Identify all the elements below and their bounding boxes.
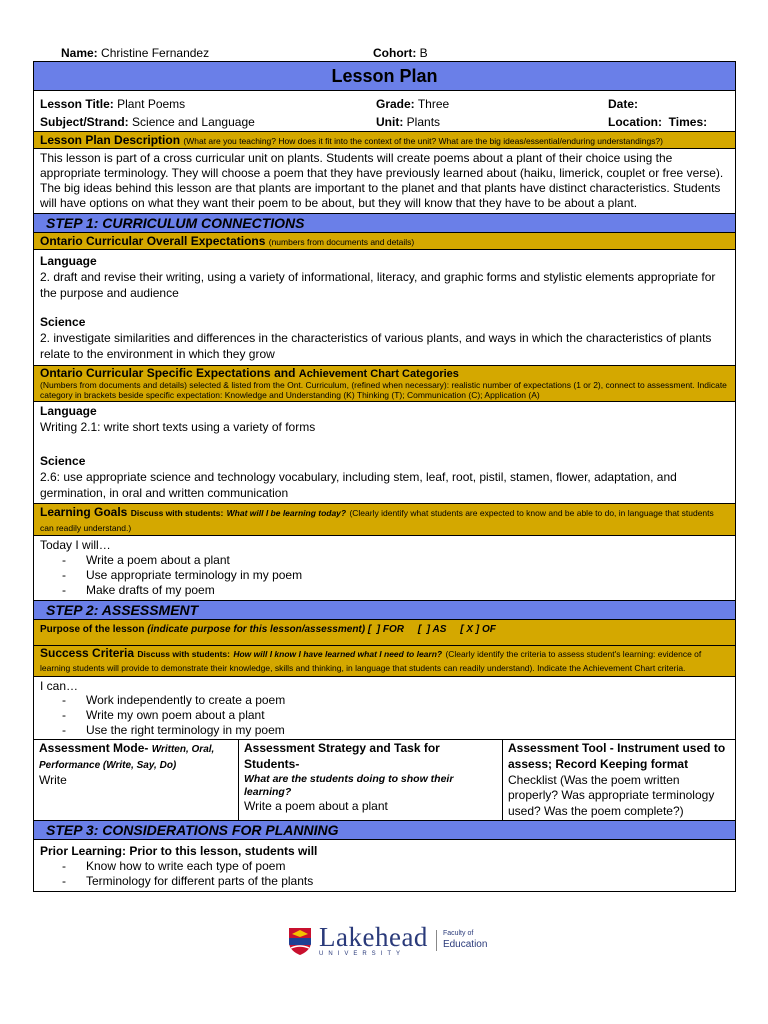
criteria-note-bold: Discuss with students:: [137, 649, 230, 660]
spec-sci-text: 2.6: use appropriate science and technology vocabulary, including stem, leaf, root, pistil, stamen, flower, adaptation, and germination, in oral and written communication: [40, 469, 677, 500]
lesson-title-value: Plant Poems: [117, 97, 186, 111]
tool-heading: Assessment Tool - Instrument used to assess; Record Keeping format: [508, 741, 726, 771]
faculty-line1: Faculty of: [442, 930, 474, 938]
criteria-note: (Clearly identify the criteria to assess student's learning: evidence of learning students will provide to demonstrate their knowledge, skills and thinking, in language that students can readily understand). Indicate the Achievement Chart criteria.: [40, 649, 702, 674]
step3-title: STEP 3: CONSIDERATIONS FOR PLANNING: [34, 820, 735, 840]
subject-label: Subject/Strand:: [40, 115, 129, 129]
unit-label: Unit:: [376, 115, 404, 129]
page-title: Lesson Plan: [34, 62, 735, 90]
prior-content: [34, 840, 735, 891]
criteria-heading: Success Criteria: [40, 646, 135, 661]
description-heading: Lesson Plan Description: [40, 133, 181, 147]
logo-faculty: [436, 930, 487, 950]
purpose-label: Purpose of the lesson: [40, 624, 145, 636]
step1-title: STEP 1: CURRICULUM CONNECTIONS: [34, 213, 735, 233]
overall-note: (numbers from documents and details): [268, 237, 415, 247]
specific-band: [34, 365, 735, 402]
logo-name: Lakehead: [319, 922, 428, 952]
criteria-intro: I can…: [40, 678, 79, 693]
logo-sub: UNIVERSITY: [319, 951, 406, 957]
grade-value: Three: [417, 97, 450, 111]
specific-heading2: Achievement Chart Categories: [298, 367, 459, 380]
assessment-grid: [34, 739, 735, 820]
unit-value: Plants: [406, 115, 441, 129]
mode-value: Write: [39, 772, 67, 787]
assessment-mode-cell: [34, 740, 238, 820]
criteria-band: [34, 646, 735, 677]
list-item: - Write my own poem about a plant: [62, 708, 729, 723]
assessment-strategy-cell: [238, 740, 502, 820]
header-line: [33, 44, 736, 61]
list-item: - Use appropriate terminology in my poem: [62, 568, 729, 583]
purpose-band: [34, 620, 735, 646]
criteria-note-italic: How will I know I have learned what I need to learn?: [233, 649, 443, 660]
name-value: Christine Fernandez: [101, 45, 210, 60]
list-item: - Make drafts of my poem: [62, 583, 729, 598]
lesson-title-label: Lesson Title:: [40, 97, 114, 111]
purpose-note: (indicate purpose for this lesson/assessment): [147, 624, 366, 636]
date-label: Date:: [608, 97, 639, 111]
specific-note: (Numbers from documents and details) selected & listed from the Ont. Curriculum, (refined when necessary): realistic number of expectations (1 or 2), connect to assessment. Indicate category in brackets beside specific expectation: Knowledge and Understanding (K) Thinking (T); Communication (C); Application (A): [40, 379, 727, 400]
mode-note: Written, Oral, Performance (Write, Say, Do): [39, 744, 215, 771]
lesson-info: [34, 90, 735, 131]
list-item: - Write a poem about a plant: [62, 553, 729, 568]
specific-content: [34, 402, 735, 503]
goals-note: (Clearly identify what students are expected to know and be able to do, in language that students can readily understand.): [40, 508, 714, 533]
goals-band: [34, 503, 735, 536]
lesson-plan-table: [33, 61, 736, 892]
sci-heading: Science: [40, 315, 86, 330]
lesson-plan-page: [33, 44, 736, 892]
goals-list: [40, 553, 729, 598]
overall-heading: Ontario Curricular Overall Expectations: [40, 234, 266, 248]
assessment-tool-cell: [502, 740, 737, 820]
sci-text: 2. investigate similarities and differences in the characteristics of various plants, and ways in which the characteristics of plants relate to the environment in which they grow: [40, 331, 712, 362]
grade-label: Grade:: [376, 97, 415, 111]
strategy-value: Write a poem about a plant: [244, 798, 388, 813]
goals-heading: Learning Goals: [40, 505, 128, 520]
criteria-list: [40, 693, 729, 737]
description-text: This lesson is part of a cross curricular unit on plants. Students will create poems about a plant of their choice using the appropriate terminology. They will choose a poem that they have previously learned about (haiku, limerick, couplet or free verse). The big ideas behind this lesson are that plants are important to the planet and that plants have distinct characteristics. Students will have options on what they want their poem to be about, but they will know that they have to be about a plant.: [40, 151, 724, 210]
times-label: Times:: [668, 115, 708, 129]
spec-sci-heading: Science: [40, 453, 86, 468]
goals-note-bold: Discuss with students:: [130, 508, 224, 519]
location-label: Location:: [608, 115, 662, 129]
goals-note-italic: What will I be learning today?: [226, 508, 347, 519]
description-note: (What are you teaching? How does it fit into the context of the unit? What are the big ideas/essential/enduring understandings?): [183, 136, 663, 146]
overall-content: [34, 250, 735, 365]
lang-text: 2. draft and revise their writing, using a variety of informational, literacy, and graphic forms and stylistic elements appropriate for the purpose and audience: [40, 269, 716, 300]
goals-content: [34, 536, 735, 600]
spec-lang-heading: Language: [40, 404, 97, 419]
step2-title: STEP 2: ASSESSMENT: [34, 600, 735, 620]
list-item: - Use the right terminology in my poem: [62, 723, 729, 738]
specific-heading: Ontario Curricular Specific Expectations and: [40, 365, 296, 380]
cohort-label: Cohort:: [373, 45, 417, 60]
overall-band: [34, 233, 735, 250]
university-crest-icon: [287, 926, 313, 956]
list-item: - Work independently to create a poem: [62, 693, 729, 708]
spec-lang-text: Writing 2.1: write short texts using a variety of forms: [40, 420, 316, 435]
lang-heading: Language: [40, 254, 97, 268]
name-label: Name:: [61, 45, 98, 60]
tool-value: Checklist (Was the poem written properly? Was appropriate terminology used? Was the poem complete?): [508, 772, 715, 818]
strategy-note: What are the students doing to show their learning?: [244, 772, 454, 798]
strategy-heading: Assessment Strategy and Task for Students-: [244, 741, 440, 771]
list-item: - Know how to write each type of poem: [62, 859, 729, 874]
faculty-line2: Education: [442, 938, 488, 950]
cohort-value: B: [419, 45, 428, 60]
prior-heading: Prior Learning: Prior to this lesson, students will: [40, 844, 318, 859]
prior-list: [40, 859, 729, 889]
purpose-options: [ ] FOR [ ] AS [ X ] OF: [367, 624, 496, 636]
subject-value: Science and Language: [132, 115, 255, 129]
list-item: - Terminology for different parts of the plants: [62, 874, 729, 889]
criteria-content: [34, 677, 735, 740]
description-band: [34, 131, 735, 149]
goals-intro: Today I will…: [40, 538, 111, 553]
mode-heading: Assessment Mode-: [39, 741, 149, 756]
lakehead-logo: [287, 924, 487, 957]
